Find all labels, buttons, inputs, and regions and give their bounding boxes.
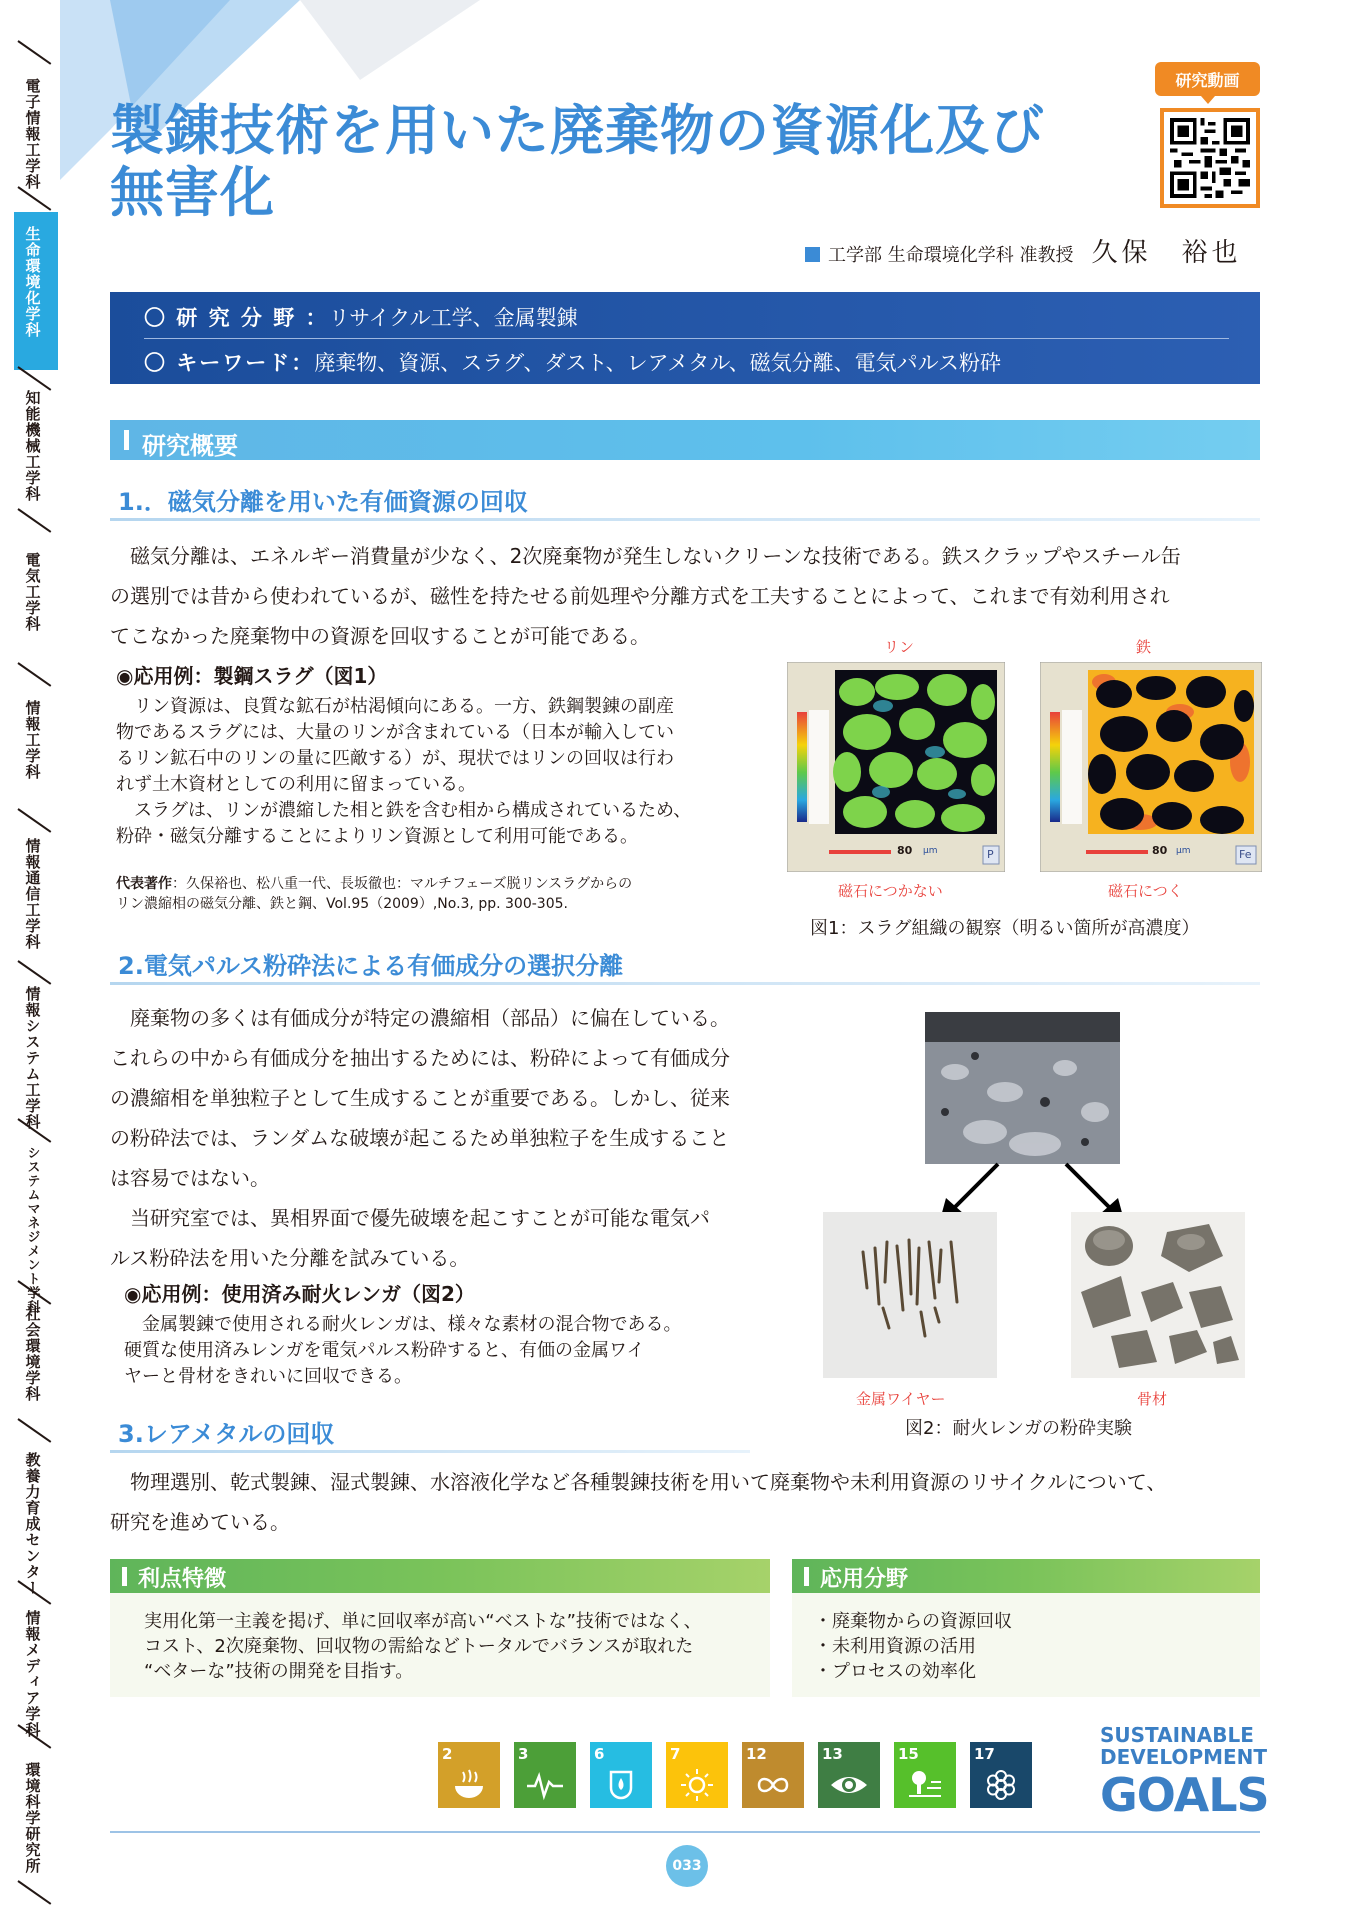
fig1-label-phosphorus: リン (884, 638, 915, 656)
sidebar-item-info-systems[interactable]: 情報システム工学科 (23, 986, 42, 1130)
subsection-underline (110, 518, 1260, 521)
sdg-6-icon: 6 (590, 1742, 652, 1808)
applications-header: 応用分野 (792, 1559, 1260, 1593)
fig2-caption: 図2：耐火レンガの粉砕実験 (905, 1418, 1133, 1439)
sidebar-item-social-environment[interactable]: 社会環境学科 (23, 1306, 42, 1402)
s2-example-heading: ◉応用例：使用済み耐火レンガ（図2） (124, 1282, 475, 1306)
subsection-2-heading: 2.電気パルス粉砕法による有価成分の選択分離 (118, 952, 624, 980)
fig1-scale-unit-fe: μm (1176, 846, 1191, 856)
author-name: 久保 裕也 (1091, 238, 1242, 268)
sdg-12-icon: 12 (742, 1742, 804, 1808)
sidebar-item-env-institute[interactable]: 環境科学研究所 (23, 1762, 42, 1874)
fig1-label-nonmagnetic: 磁石につかない (838, 882, 943, 900)
fig1-tag-fe: Fe (1239, 848, 1252, 861)
s2-paragraph: 廃棄物の多くは有価成分が特定の濃縮相（部品）に偏在している。 これらの中から有価成分を抽出するためには、粉砕によって有価成分 の濃縮相を単独粒子として生成することが重要である。しかし、従来 の粉砕法では、ランダムな破壊が起こるため単独粒子を生成すること は容易ではない。 当研究室では、異相界面で優先破壊を起こすことが可能な電気パ ルス粉砕法を用いた分離を試みている。 (110, 1006, 730, 1270)
s1-example-text: リン資源は、良質な鉱石が枯渇傾向にある。一方、鉄鋼製錬の副産 物であるスラグには、大量のリンが含まれている（日本が輸入してい るリン鉱石中のリンの量に匹敵する）が、現状ではリンの回収は行わ れず土木資材としての利用に留まっている。 スラグは、リンが濃縮した相と鉄を含む相から構成されているため、 粉砕・磁気分離することによりリン資源として利用可能である。 (116, 696, 692, 847)
s1-paragraph: 磁気分離は、エネルギー消費量が少なく、2次廃棄物が発生しないクリーンな技術である。鉄スクラップやスチール缶 の選別では昔から使われているが、磁性を持たせる前処理や分離方式を工夫することによって、これまで有効利用され てこなかった廃棄物中の資源を回収することが可能である。 (110, 544, 1181, 648)
author-department: 工学部 生命環境化学科 准教授 (828, 245, 1074, 266)
footer-divider (110, 1831, 1260, 1833)
sidebar-item-life-environment[interactable]: 生命環境化学科 (23, 226, 42, 338)
benefits-box (110, 1559, 770, 1697)
fig2-arrows (930, 1160, 1130, 1220)
sdg-3-icon: 3 (514, 1742, 576, 1808)
keyword-row: 〇 キーワード： 廃棄物、資源、スラグ、ダスト、レアメタル、磁気分離、電気パルス粉砕 (144, 351, 1002, 375)
qr-code-icon[interactable] (1160, 108, 1260, 208)
sidebar-item-mechanical[interactable]: 知能機械工学科 (23, 390, 42, 502)
sidebar-divider (17, 1880, 51, 1905)
sidebar-divider (17, 40, 51, 65)
sdg-2-icon: 2 (438, 1742, 500, 1808)
research-field-box (110, 292, 1260, 384)
subsection-underline (110, 1450, 750, 1453)
sdg-15-icon: 15 (894, 1742, 956, 1808)
sdg-goals-logo: GOALS (1100, 1768, 1269, 1822)
fig1-scale-value: 80 (897, 844, 913, 857)
s1-example-heading: ◉応用例：製鋼スラグ（図1） (116, 664, 388, 688)
fig1-label-magnetic: 磁石につく (1108, 882, 1183, 900)
department-sidebar (0, 0, 64, 1920)
fig1-iron-map (1040, 662, 1262, 872)
benefits-header: 利点特徴 (110, 1559, 770, 1593)
sdg-logo-text: SUSTAINABLE DEVELOPMENT (1100, 1723, 1268, 1769)
sdg-13-icon: 13 (818, 1742, 880, 1808)
representative-publication: 代表著作：久保裕也、松八重一代、長坂徹也：マルチフェーズ脱リンスラグからの リン濃縮相の磁気分離、鉄と鋼、Vol.95（2009）,No.3, pp. 300-305. (116, 876, 633, 912)
fig1-tag-p: P (987, 848, 994, 861)
sidebar-divider (17, 662, 51, 687)
sidebar-divider (17, 808, 51, 833)
bullet-square-icon (805, 247, 820, 262)
applications-box (792, 1559, 1260, 1697)
applications-list: ・廃棄物からの資源回収 ・未利用資源の活用 ・プロセスの効率化 (814, 1611, 1012, 1682)
page-title: 製錬技術を用いた廃棄物の資源化及び 無害化 (110, 99, 1045, 224)
fig2-brick-cross-section (925, 1012, 1120, 1164)
fig1-scale-value-fe: 80 (1152, 844, 1168, 857)
sidebar-divider (17, 508, 51, 533)
sidebar-item-communication[interactable]: 情報通信工学科 (23, 838, 42, 950)
qr-label: 研究動画 (1155, 62, 1260, 96)
fig2-aggregate-photo (1071, 1212, 1245, 1378)
s2-example-text: 金属製錬で使用される耐火レンガは、様々な素材の混合物である。 硬質な使用済みレンガを電気パルス粉砕すると、有価の金属ワイ ヤーと骨材をきれいに回収できる。 (124, 1314, 682, 1387)
subsection-underline (110, 982, 1260, 985)
fig1-caption: 図1：スラグ組織の観察（明るい箇所が高濃度） (810, 918, 1200, 939)
fig1-label-iron: 鉄 (1136, 638, 1152, 656)
page-number: 033 (666, 1845, 708, 1887)
sdg-7-icon: 7 (666, 1742, 728, 1808)
fig2-label-aggregate: 骨材 (1137, 1390, 1168, 1408)
subsection-1-heading: 1.．磁気分離を用いた有価資源の回収 (118, 488, 528, 516)
research-field-row: 〇 研 究 分 野 ： リサイクル工学、金属製錬 (144, 306, 578, 330)
research-video-qr[interactable] (1155, 62, 1260, 220)
sidebar-item-liberal-arts[interactable]: 教養力育成センター (23, 1452, 42, 1596)
author-info (805, 232, 1241, 269)
sidebar-item-information[interactable]: 情報工学科 (23, 700, 42, 780)
fig1-scale-unit: μm (923, 846, 938, 856)
fig2-label-metal-wire: 金属ワイヤー (856, 1390, 946, 1408)
fig2-metal-wire-photo (823, 1212, 997, 1378)
sidebar-item-system-management[interactable]: システムマネジメント学科 (24, 1146, 40, 1314)
s3-paragraph: 物理選別、乾式製錬、湿式製錬、水溶液化学など各種製錬技術を用いて廃棄物や未利用資源のリサイクルについて、 研究を進めている。 (110, 1470, 1167, 1534)
benefits-text: 実用化第一主義を掲げ、単に回収率が高い“ベストな”技術ではなく、 コスト、2次廃棄物、回収物の需給などトータルでバランスが取れた “ベターな”技術の開発を目指す。 (144, 1611, 702, 1682)
sidebar-divider (17, 1418, 51, 1443)
fig1-phosphorus-map (787, 662, 1005, 872)
sidebar-divider (17, 960, 51, 985)
sidebar-item-electronics[interactable]: 電子情報工学科 (23, 78, 42, 190)
section-header-overview: 研究概要 (110, 420, 1260, 460)
subsection-3-heading: 3.レアメタルの回収 (118, 1420, 335, 1448)
field-divider (144, 338, 1229, 339)
sdg-17-icon: 17 (970, 1742, 1032, 1808)
sidebar-item-electrical[interactable]: 電気工学科 (23, 552, 42, 632)
sidebar-item-media[interactable]: 情報メディア学科 (23, 1610, 42, 1738)
